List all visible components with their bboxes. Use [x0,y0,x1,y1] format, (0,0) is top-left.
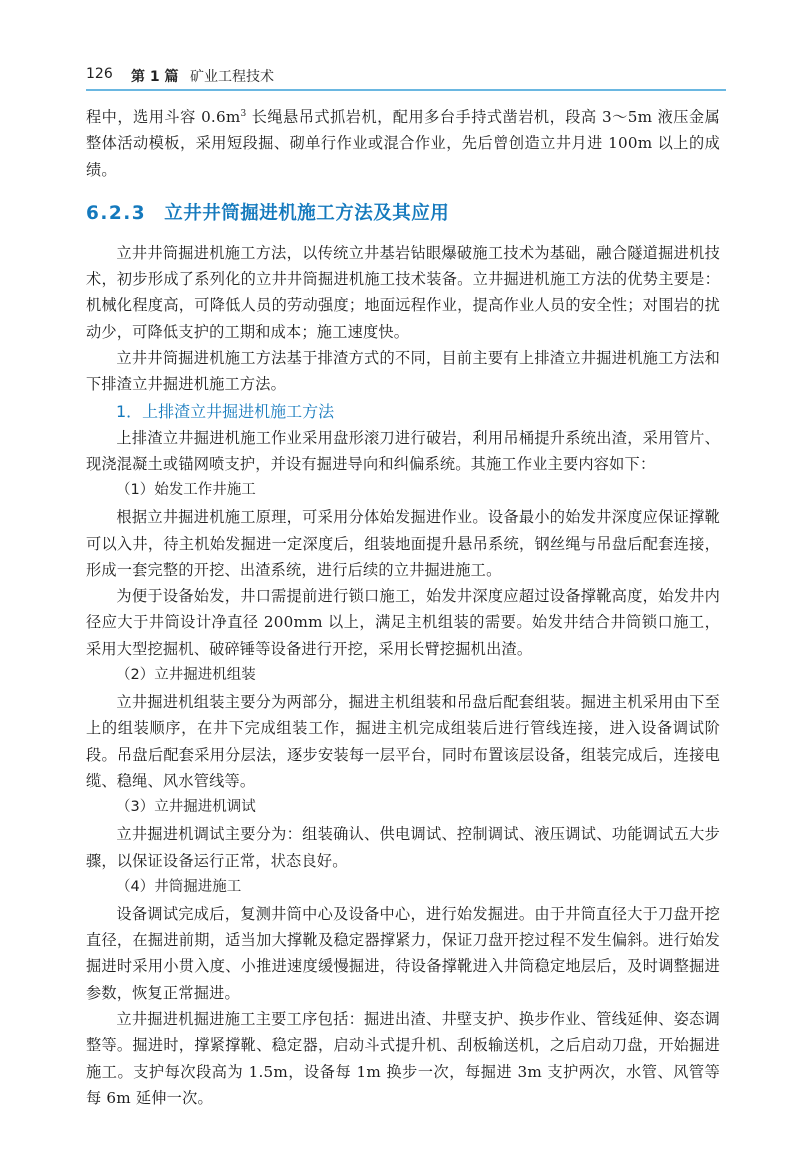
part-title: 矿业工程技术 [190,69,274,85]
running-header [86,64,720,90]
section-number: 6.2.3 [86,202,147,224]
superscript: 3 [240,108,247,119]
paragraph: 立井井筒掘进机施工方法，以传统立井基岩钻眼爆破施工技术为基础，融合隧道掘进机技术，初步形成了系列化的立井井筒掘进机施工技术装备。立井掘进机施工方法的优势主要是：机械化程度高，可降低人员的劳动强度；地面远程作业，提高作业人员的安全性；对围岩的扰动少，可降低支护的工期和成本；施工速度快。 [86,243,720,341]
subsection-heading: 1．上排渣立井掘进机施工方法 [116,401,335,421]
body-text [86,104,720,1111]
intro-paragraph [86,104,720,183]
section-heading [86,201,720,227]
paragraph: 根据立井掘进机施工原理，可采用分体始发掘进作业。设备最小的始发井深度应保证撑靴可以入井，待主机始发掘进一定深度后，组装地面提升悬吊系统，钢丝绳与吊盘后配套连接，形成一套完整的开挖、出渣系统，进行后续的立井掘进施工。 [86,508,720,579]
item-heading: （1）始发工作井施工 [116,482,256,499]
paragraph: 立井掘进机调试主要分为：组装确认、供电调试、控制调试、液压调试、功能调试五大步骤，以保证设备运行正常，状态良好。 [86,825,720,870]
header-rule [86,89,726,91]
paragraph: 设备调试完成后，复测井筒中心及设备中心，进行始发掘进。由于井筒直径大于刀盘开挖直径，在掘进前期，适当加大撑靴及稳定器撑紧力，保证刀盘开挖过程不发生偏斜。进行始发掘进时采用小贯入度、小推进速度缓慢掘进，待设备撑靴进入井筒稳定地层后，及时调整掘进参数，恢复正常掘进。 [86,904,720,1002]
paragraph: 立井井筒掘进机施工方法基于排渣方式的不同，目前主要有上排渣立井掘进机施工方法和下排渣立井掘进机施工方法。 [86,349,720,394]
item-heading: （2）立井掘进机组装 [116,667,256,684]
page-number: 126 [86,66,113,82]
intro-text-2: 长绳悬吊式抓岩机，配用多台手持式凿岩机，段高 3～5m 液压金属整体活动模板，采用短段掘、砌单行作业或混合作业，先后曾创造立井月进 100m 以上的成绩。 [86,108,720,179]
section-title: 立井井筒掘进机施工方法及其应用 [164,202,450,224]
part-label: 第 1 篇 [131,69,179,85]
paragraph: 立井掘进机掘进施工主要工序包括：掘进出渣、井壁支护、换步作业、管线延伸、姿态调整等。掘进时，撑紧撑靴、稳定器，启动斗式提升机、刮板输送机，之后启动刀盘，开始掘进施工。支护每次段高为 1.5m，设备每 1m 换步一次，每掘进 3m 支护两次，水管、风管等每 6m 延伸一次。 [86,1010,720,1107]
item-heading: （3）立井掘进机调试 [116,799,256,816]
item-heading: （4）井筒掘进施工 [116,878,242,895]
intro-text-1: 程中，选用斗容 0.6m [86,108,241,126]
paragraph: 上排渣立井掘进机施工作业采用盘形滚刀进行破岩，利用吊桶提升系统出渣，采用管片、现浇混凝土或锚网喷支护，并设有掘进导向和纠偏系统。其施工作业主要内容如下： [86,428,720,473]
paragraph: 为便于设备始发，井口需提前进行锁口施工，始发井深度应超过设备撑靴高度，始发井内径应大于井筒设计净直径 200mm 以上，满足主机组装的需要。始发井结合井筒锁口施工，采用大型挖掘机、破碎锤等设备进行开挖，采用长臂挖掘机出渣。 [86,587,720,658]
paragraph: 立井掘进机组装主要分为两部分，掘进主机组装和吊盘后配套组装。掘进主机采用由下至上的组装顺序，在井下完成组装工作，掘进主机完成组装后进行管线连接，进入设备调试阶段。吊盘后配套采用分层法，逐步安装每一层平台，同时布置该层设备，组装完成后，连接电缆、稳绳、风水管线等。 [86,693,720,790]
